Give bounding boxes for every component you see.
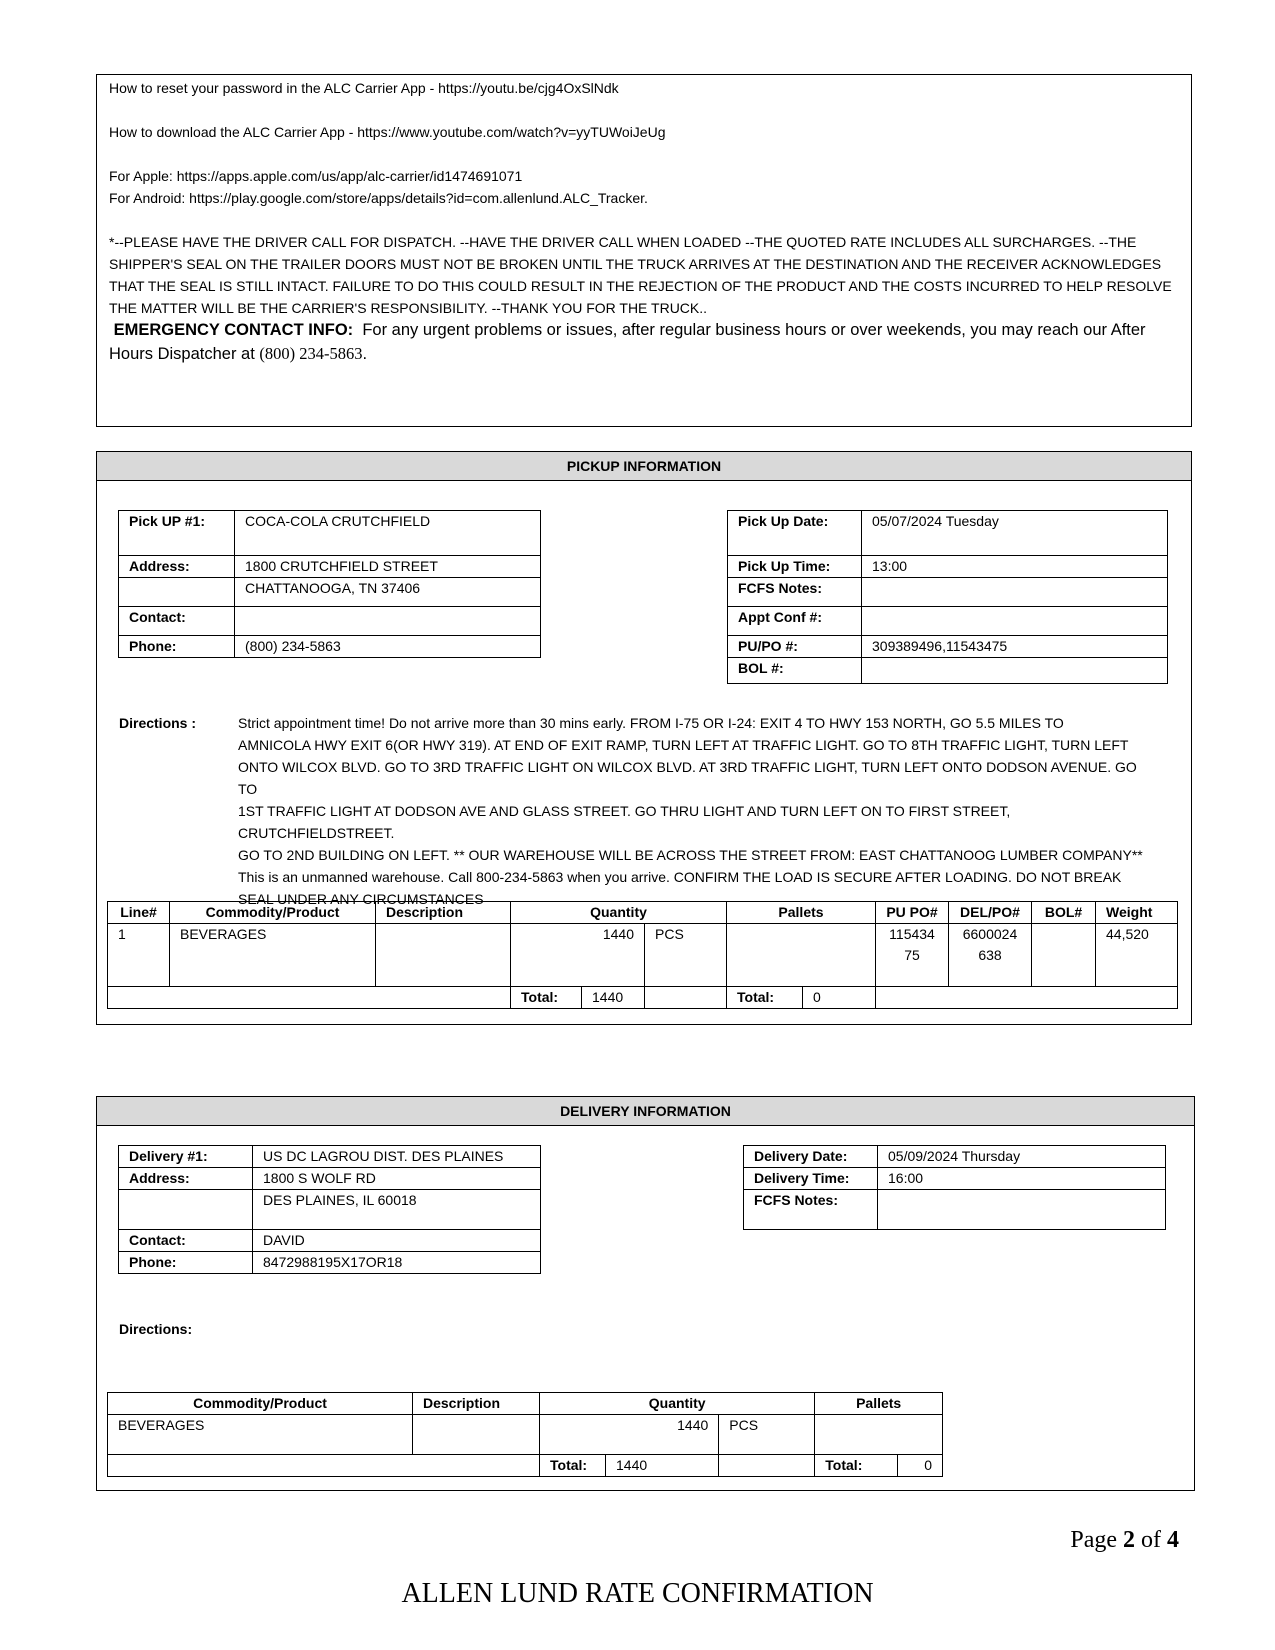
download-app-note: How to download the ALC Carrier App - https://www.youtube.com/watch?v=yyTUWoiJeUg — [109, 124, 666, 140]
delivery-location-table — [118, 1145, 541, 1274]
pickup-time: 13:00 — [862, 556, 1168, 578]
delivery-commodity-table — [107, 1392, 943, 1477]
fcfs-label: FCFS Notes: — [744, 1190, 878, 1230]
del-po-part: 6600024 — [962, 926, 1018, 942]
delivery-header: DELIVERY INFORMATION — [97, 1097, 1194, 1126]
page-current: 2 — [1123, 1527, 1135, 1553]
directions-line: ONTO WILCOX BLVD. GO TO 3RD TRAFFIC LIGHT ON WILCOX BLVD. AT 3RD TRAFFIC LIGHT, TURN LEFT ONTO DODSON AVENUE. GO TO — [238, 759, 1137, 797]
pickup-pupo: 309389496,11543475 — [862, 636, 1168, 658]
row-qty: 1440 — [540, 1415, 719, 1455]
table-row — [108, 924, 1178, 987]
delivery-name: US DC LAGROU DIST. DES PLAINES — [253, 1146, 541, 1168]
pupo-label: PU/PO #: — [728, 636, 862, 658]
col-pallets: Pallets — [727, 902, 876, 924]
row-description — [413, 1415, 540, 1455]
directions-line: SEAL UNDER ANY CIRCUMSTANCES — [238, 891, 484, 907]
del-po-part: 638 — [978, 947, 1002, 963]
pallet-total-label: Total: — [727, 987, 803, 1009]
pickup-directions — [238, 712, 1158, 910]
page-number — [1070, 1527, 1179, 1554]
totals-blank — [645, 987, 727, 1009]
apple-link-note: For Apple: https://apps.apple.com/us/app/alc-carrier/id1474691071 — [109, 168, 523, 184]
row-pu-po — [876, 924, 949, 987]
pickup-commodity-table — [107, 901, 1178, 1009]
col-commodity: Commodity/Product — [170, 902, 376, 924]
directions-line: GO TO 2ND BUILDING ON LEFT. ** OUR WAREHOUSE WILL BE ACROSS THE STREET FROM: EAST CHATTANOOG LUMBER COMPANY** — [238, 847, 1143, 863]
qty-total-label: Total: — [511, 987, 582, 1009]
delivery-date-label: Delivery Date: — [744, 1146, 878, 1168]
col-pallets: Pallets — [815, 1393, 943, 1415]
contact-label: Contact: — [119, 607, 235, 636]
row-bol — [1032, 924, 1096, 987]
col-quantity: Quantity — [511, 902, 727, 924]
pickup-location-table — [118, 510, 541, 658]
pu-po-part: 115434 — [889, 926, 935, 942]
row-unit: PCS — [719, 1415, 815, 1455]
totals-blank — [108, 987, 511, 1009]
pickup-date: 05/07/2024 Tuesday — [862, 511, 1168, 556]
row-pallets — [727, 924, 876, 987]
pickup-section — [96, 451, 1192, 1025]
pickup-header: PICKUP INFORMATION — [97, 452, 1191, 481]
delivery-time-label: Delivery Time: — [744, 1168, 878, 1190]
pallet-total: 0 — [803, 987, 876, 1009]
pickup-directions-label: Directions : — [119, 715, 197, 731]
delivery-fcfs — [878, 1190, 1166, 1230]
delivery-schedule-table — [743, 1145, 1166, 1230]
delivery-contact: DAVID — [253, 1230, 541, 1252]
qty-total: 1440 — [606, 1455, 719, 1477]
password-reset-note: How to reset your password in the ALC Carrier App - https://youtu.be/cjg4OxSlNdk — [109, 80, 619, 96]
phone-label: Phone: — [119, 636, 235, 658]
emergency-text: For any urgent problems or issues, after regular business hours or over weekends, you may reach our After Hours Dispatcher at — [109, 321, 1146, 363]
delivery-address1: 1800 S WOLF RD — [253, 1168, 541, 1190]
qty-total-label: Total: — [540, 1455, 606, 1477]
directions-line: 1ST TRAFFIC LIGHT AT DODSON AVE AND GLASS STREET. GO THRU LIGHT AND TURN LEFT ON TO FIRST STREET, CRUTCHFIELDSTREET. — [238, 803, 1011, 841]
row-pallets — [815, 1415, 943, 1455]
pickup-address2: CHATTANOOGA, TN 37406 — [235, 578, 541, 607]
col-del-po: DEL/PO# — [949, 902, 1032, 924]
pu-po-part: 75 — [904, 947, 920, 963]
col-line: Line# — [108, 902, 170, 924]
pickup-address1: 1800 CRUTCHFIELD STREET — [235, 556, 541, 578]
row-del-po — [949, 924, 1032, 987]
pallet-total-label: Total: — [815, 1455, 898, 1477]
bol-label: BOL #: — [728, 658, 862, 684]
pickup-date-label: Pick Up Date: — [728, 511, 862, 556]
pickup-phone: (800) 234-5863 — [235, 636, 541, 658]
row-description — [376, 924, 511, 987]
document-title: ALLEN LUND RATE CONFIRMATION — [401, 1578, 874, 1609]
row-weight: 44,520 — [1096, 924, 1178, 987]
pickup-contact — [235, 607, 541, 636]
delivery-date: 05/09/2024 Thursday — [878, 1146, 1166, 1168]
delivery-section — [96, 1096, 1195, 1491]
emergency-phone: (800) 234-5863 — [259, 344, 363, 363]
col-pu-po: PU PO# — [876, 902, 949, 924]
dispatch-instructions: *--PLEASE HAVE THE DRIVER CALL FOR DISPATCH. --HAVE THE DRIVER CALL WHEN LOADED --THE QUOTED RATE INCLUDES ALL SURCHARGES. --THE SHIPPER'S SEAL ON THE TRAILER DOORS MUST NOT BE BROKEN UNTIL THE TRUCK ARRIVES AT THE DESTINATION AND THE RECEIVER ACKNOWLEDGES THAT THE SEAL IS STILL INTACT. FAILURE TO DO THIS COULD RESULT IN THE REJECTION OF THE PRODUCT AND THE COSTS INCURRED TO HELP RESOLVE THE MATTER WILL BE THE CARRIER'S RESPONSIBILITY. --THANK YOU FOR THE TRUCK.. — [109, 234, 1172, 316]
contact-label: Contact: — [119, 1230, 253, 1252]
row-qty: 1440 — [511, 924, 645, 987]
totals-blank — [876, 987, 1178, 1009]
android-link-note: For Android: https://play.google.com/store/apps/details?id=com.allenlund.ALC_Tracker. — [109, 190, 648, 206]
carrier-notes-box — [96, 74, 1192, 427]
directions-line: AMNICOLA HWY EXIT 6(OR HWY 319). AT END OF EXIT RAMP, TURN LEFT AT TRAFFIC LIGHT. GO TO 8TH TRAFFIC LIGHT, TURN LEFT — [238, 737, 1129, 753]
col-commodity: Commodity/Product — [108, 1393, 413, 1415]
address-blank — [119, 578, 235, 607]
row-commodity: BEVERAGES — [108, 1415, 413, 1455]
phone-label: Phone: — [119, 1252, 253, 1274]
qty-total: 1440 — [582, 987, 645, 1009]
address-label: Address: — [119, 556, 235, 578]
fcfs-label: FCFS Notes: — [728, 578, 862, 607]
emergency-label: EMERGENCY CONTACT INFO: — [113, 321, 354, 339]
pickup-appt — [862, 607, 1168, 636]
col-description: Description — [413, 1393, 540, 1415]
col-bol: BOL# — [1032, 902, 1096, 924]
delivery-time: 16:00 — [878, 1168, 1166, 1190]
emergency-contact — [109, 319, 1179, 366]
delivery-address2: DES PLAINES, IL 60018 — [253, 1190, 541, 1230]
delivery-label: Delivery #1: — [119, 1146, 253, 1168]
col-description: Description — [376, 902, 511, 924]
page-of: of — [1135, 1527, 1167, 1553]
delivery-directions-label: Directions: — [119, 1321, 193, 1337]
row-commodity: BEVERAGES — [170, 924, 376, 987]
pickup-fcfs — [862, 578, 1168, 607]
address-blank — [119, 1190, 253, 1230]
col-weight: Weight — [1096, 902, 1178, 924]
pickup-name: COCA-COLA CRUTCHFIELD — [235, 511, 541, 556]
pickup-time-label: Pick Up Time: — [728, 556, 862, 578]
col-quantity: Quantity — [540, 1393, 815, 1415]
appt-label: Appt Conf #: — [728, 607, 862, 636]
table-row — [108, 1415, 943, 1455]
row-unit: PCS — [645, 924, 727, 987]
directions-line: This is an unmanned warehouse. Call 800-234-5863 when you arrive. CONFIRM THE LOAD IS SECURE AFTER LOADING. DO NOT BREAK — [238, 869, 1122, 885]
totals-row — [108, 1455, 943, 1477]
pickup-bol — [862, 658, 1168, 684]
page-total: 4 — [1167, 1527, 1179, 1553]
pickup-schedule-table — [727, 510, 1168, 684]
directions-line: Strict appointment time! Do not arrive more than 30 mins early. FROM I-75 OR I-24: EXIT 4 TO HWY 153 NORTH, GO 5.5 MILES TO — [238, 715, 1064, 731]
emergency-end: . — [362, 345, 368, 363]
address-label: Address: — [119, 1168, 253, 1190]
totals-blank — [719, 1455, 815, 1477]
page-prefix: Page — [1070, 1527, 1123, 1553]
pickup-label: Pick UP #1: — [119, 511, 235, 556]
pallet-total: 0 — [898, 1455, 943, 1477]
totals-row — [108, 987, 1178, 1009]
totals-blank — [108, 1455, 540, 1477]
delivery-phone: 8472988195X17OR18 — [253, 1252, 541, 1274]
row-line: 1 — [108, 924, 170, 987]
